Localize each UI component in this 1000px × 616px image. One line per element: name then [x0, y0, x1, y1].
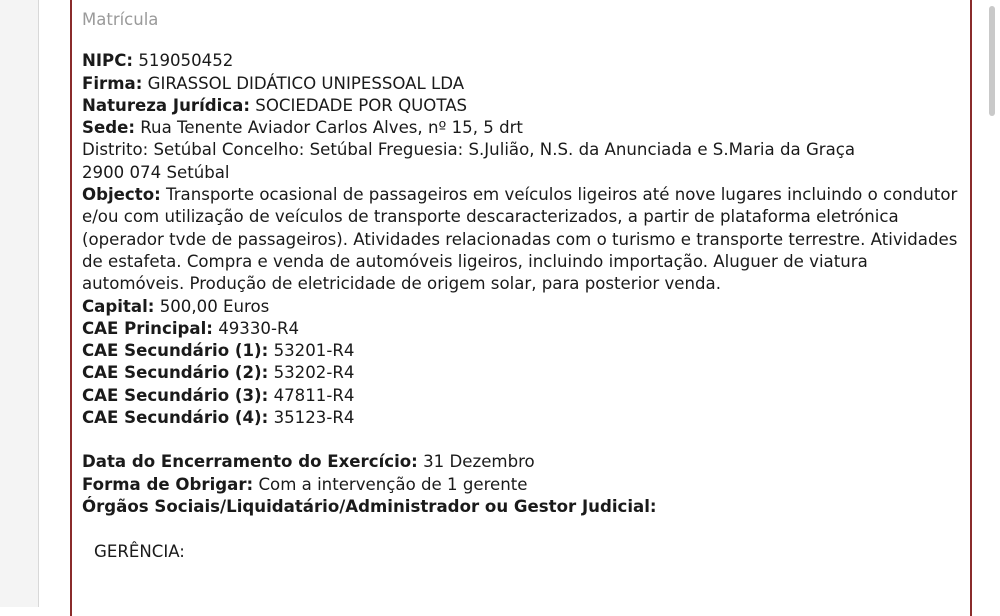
cae-secundario-label: CAE Secundário (1):	[82, 341, 269, 361]
gerencia-heading: GERÊNCIA:	[94, 542, 185, 562]
orgaos-sociais-label: Órgãos Sociais/Liquidatário/Administrador ou Gestor Judicial:	[82, 496, 657, 516]
sede-row	[82, 117, 972, 139]
encerramento-value: 31 Dezembro	[423, 452, 535, 472]
orgaos-sociais-row	[82, 496, 972, 518]
cae-secundario-row	[82, 385, 972, 407]
cae-principal-label: CAE Principal:	[82, 318, 213, 338]
sede-location-line: Distrito: Setúbal Concelho: Setúbal Freguesia: S.Julião, N.S. da Anunciada e S.Maria da Graça	[82, 140, 856, 160]
sede-value: Rua Tenente Aviador Carlos Alves, nº 15, 5 drt	[140, 118, 523, 138]
scrollbar[interactable]	[982, 0, 1000, 607]
natureza-row	[82, 95, 972, 117]
section-spacer	[82, 429, 972, 451]
forma-obrigar-row	[82, 474, 972, 496]
nipc-value: 519050452	[138, 51, 234, 71]
objecto-value: Transporte ocasional de passageiros em veículos ligeiros até nove lugares incluindo o condutor e/ou com utilização de veículos de transporte descaracterizados, a partir de plataforma eletrónica (operador tvde de passageiros). Atividades relacionadas com o turismo e transporte terrestre. Atividades de estafeta. Compra e venda de automóveis ligeiros, incluindo importação. Aluguer de viatura automóveis. Produção de eletricidade de origem solar, para posterior venda.	[82, 185, 958, 294]
nipc-label: NIPC:	[82, 51, 134, 71]
encerramento-label: Data do Encerramento do Exercício:	[82, 452, 418, 472]
capital-row	[82, 296, 972, 318]
natureza-value: SOCIEDADE POR QUOTAS	[255, 95, 468, 115]
forma-obrigar-label: Forma de Obrigar:	[82, 474, 254, 494]
cae-secundario-value: 47811-R4	[273, 385, 355, 405]
cae-secundario-value: 53201-R4	[273, 341, 355, 361]
cae-principal-value: 49330-R4	[218, 318, 300, 338]
cae-secundario-row	[82, 407, 972, 429]
capital-value: 500,00 Euros	[159, 296, 270, 316]
firma-value: GIRASSOL DIDÁTICO UNIPESSOAL LDA	[147, 73, 465, 93]
cae-principal-row	[82, 318, 972, 340]
forma-obrigar-value: Com a intervenção de 1 gerente	[258, 474, 528, 494]
sede-postal-line: 2900 074 Setúbal	[82, 162, 230, 182]
cae-secundario-value: 53202-R4	[273, 363, 355, 383]
firma-label: Firma:	[82, 73, 143, 93]
cae-secundario-label: CAE Secundário (4):	[82, 408, 269, 428]
natureza-label: Natureza Jurídica:	[82, 95, 250, 115]
cae-secundario-label: CAE Secundário (3):	[82, 385, 269, 405]
sede-label: Sede:	[82, 118, 135, 138]
objecto-label: Objecto:	[82, 185, 161, 205]
scrollbar-thumb[interactable]	[989, 6, 995, 116]
cae-secundario-row	[82, 340, 972, 362]
cae-secundario-label: CAE Secundário (2):	[82, 363, 269, 383]
section-title: Matrícula	[82, 10, 159, 29]
cae-secundario-value: 35123-R4	[273, 408, 355, 428]
encerramento-row	[82, 451, 972, 473]
page-left-margin	[0, 0, 39, 607]
cae-secundario-row	[82, 362, 972, 384]
capital-label: Capital:	[82, 296, 155, 316]
objecto-row	[82, 184, 967, 295]
registration-content	[82, 9, 972, 564]
nipc-row	[82, 50, 972, 72]
firma-row	[82, 73, 972, 95]
